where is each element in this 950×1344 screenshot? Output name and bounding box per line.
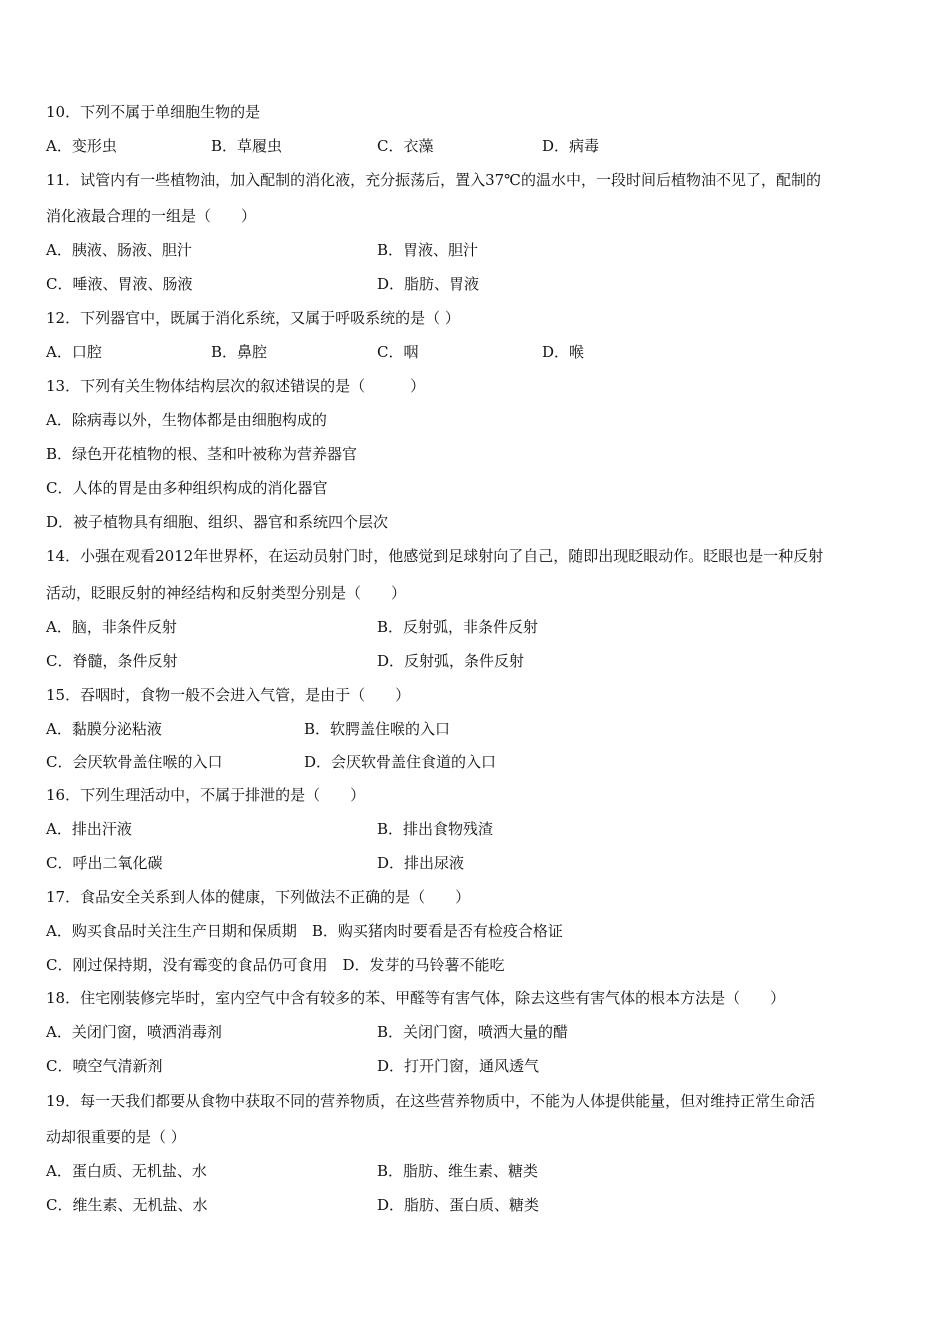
q18-option-c: C．喷空气清新剂	[46, 1057, 163, 1075]
q10-option-b: B．草履虫	[211, 137, 283, 155]
question-13-stem: 13．下列有关生物体结构层次的叙述错误的是（ ）	[46, 377, 426, 395]
question-11-stem-line2: 消化液最合理的一组是（ ）	[46, 207, 257, 225]
q15-option-b: B．软腭盖住喉的入口	[304, 720, 451, 738]
q13-option-b: B．绿色开花植物的根、茎和叶被称为营养器官	[46, 445, 358, 463]
question-19-stem-line2: 动却很重要的是（ ）	[46, 1128, 186, 1146]
q13-option-a: A．除病毒以外，生物体都是由细胞构成的	[46, 411, 327, 429]
q12-option-a: A．口腔	[46, 343, 102, 361]
q18-option-a: A．关闭门窗，喷洒消毒剂	[46, 1023, 222, 1041]
question-17-stem: 17．食品安全关系到人体的健康，下列做法不正确的是（ ）	[46, 888, 471, 906]
question-10-stem: 10．下列不属于单细胞生物的是	[46, 103, 261, 121]
question-11-stem-line1: 11．试管内有一些植物油，加入配制的消化液，充分振荡后，置入37℃的温水中，一段时间后植物油不见了，配制的	[46, 171, 821, 189]
q14-option-a: A．脑，非条件反射	[46, 618, 177, 636]
q19-option-c: C．维生素、无机盐、水	[46, 1196, 208, 1214]
q11-option-c: C．唾液、胃液、肠液	[46, 275, 193, 293]
q19-option-d: D．脂肪、蛋白质、糖类	[377, 1196, 540, 1214]
q18-option-d: D．打开门窗，通风透气	[377, 1057, 540, 1075]
q11-option-b: B．胃液、胆汁	[377, 241, 479, 259]
q12-option-c: C．咽	[377, 343, 419, 361]
q18-option-b: B．关闭门窗，喷洒大量的醋	[377, 1023, 569, 1041]
q12-option-d: D．喉	[542, 343, 585, 361]
q14-option-b: B．反射弧，非条件反射	[377, 618, 539, 636]
q10-option-d: D．病毒	[542, 137, 600, 155]
q13-option-d: D．被子植物具有细胞、组织、器官和系统四个层次	[46, 513, 389, 531]
question-12-stem: 12．下列器官中，既属于消化系统，又属于呼吸系统的是（ ）	[46, 309, 460, 327]
q16-option-a: A．排出汗液	[46, 820, 132, 838]
q15-option-d: D．会厌软骨盖住食道的入口	[304, 753, 497, 771]
q16-option-c: C．呼出二氧化碳	[46, 854, 163, 872]
q17-options-cd: C．刚过保持期，没有霉变的食品仍可食用 D．发芽的马铃薯不能吃	[46, 956, 505, 974]
q17-options-ab: A．购买食品时关注生产日期和保质期 B．购买猪肉时要看是否有检疫合格证	[46, 922, 563, 940]
q14-option-c: C．脊髓，条件反射	[46, 652, 178, 670]
q13-option-c: C．人体的胃是由多种组织构成的消化器官	[46, 479, 328, 497]
q16-option-d: D．排出尿液	[377, 854, 465, 872]
q11-option-a: A．胰液、肠液、胆汁	[46, 241, 192, 259]
q11-option-d: D．脂肪、胃液	[377, 275, 480, 293]
question-19-stem-line1: 19．每一天我们都要从食物中获取不同的营养物质，在这些营养物质中，不能为人体提供能量，但对维持正常生命活	[46, 1092, 816, 1110]
question-18-stem: 18．住宅刚装修完毕时，室内空气中含有较多的苯、甲醛等有害气体，除去这些有害气体的根本方法是（ ）	[46, 989, 786, 1007]
question-14-stem-line1: 14．小强在观看2012年世界杯，在运动员射门时，他感觉到足球射向了自己，随即出现眨眼动作。眨眼也是一种反射	[46, 547, 824, 565]
q15-option-a: A．黏膜分泌粘液	[46, 720, 162, 738]
q10-option-c: C．衣藻	[377, 137, 434, 155]
q10-option-a: A．变形虫	[46, 137, 117, 155]
question-16-stem: 16．下列生理活动中，不属于排泄的是（ ）	[46, 786, 366, 804]
q16-option-b: B．排出食物残渣	[377, 820, 494, 838]
q15-option-c: C．会厌软骨盖住喉的入口	[46, 753, 223, 771]
question-15-stem: 15．吞咽时，食物一般不会进入气管，是由于（ ）	[46, 686, 411, 704]
q14-option-d: D．反射弧，条件反射	[377, 652, 525, 670]
q19-option-b: B．脂肪、维生素、糖类	[377, 1162, 539, 1180]
q19-option-a: A．蛋白质、无机盐、水	[46, 1162, 207, 1180]
question-14-stem-line2: 活动，眨眼反射的神经结构和反射类型分别是（ ）	[46, 584, 407, 602]
q12-option-b: B．鼻腔	[211, 343, 268, 361]
